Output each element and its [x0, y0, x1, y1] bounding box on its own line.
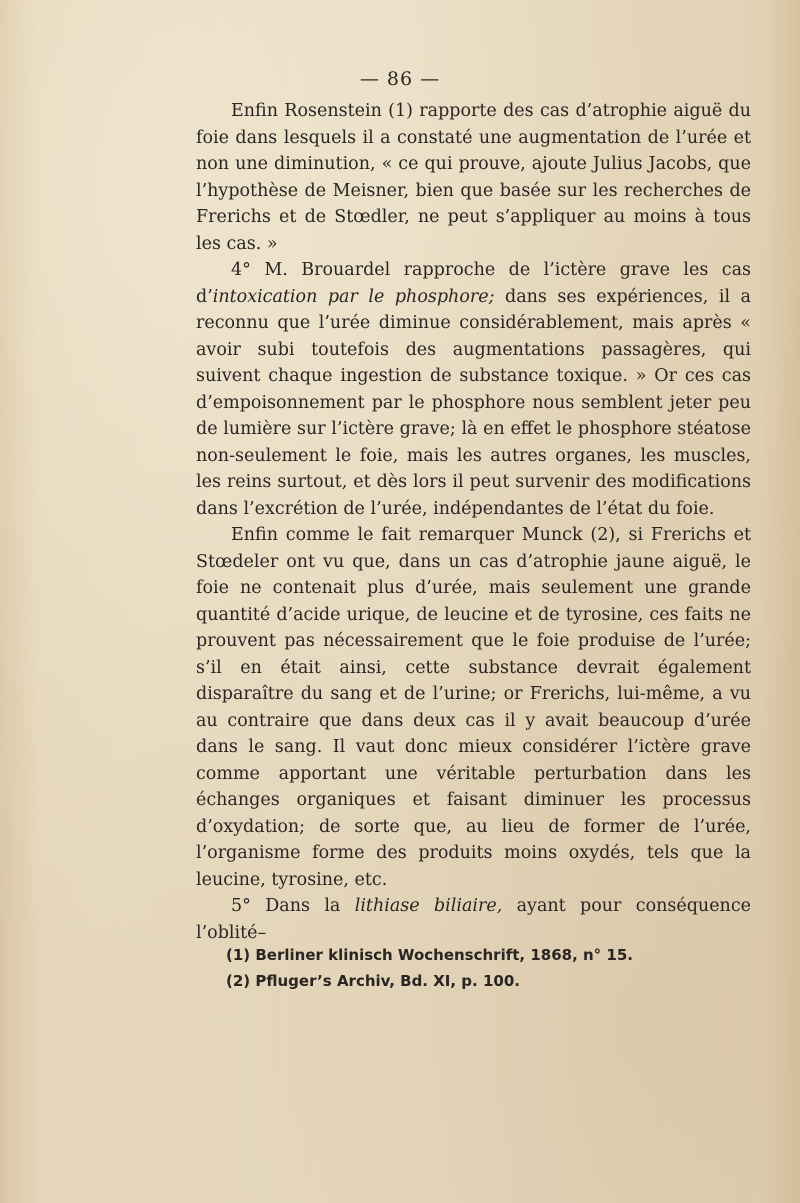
paragraph-text: 4° M. Brouardel rapproche de l’ictère grave les cas d’	[196, 260, 751, 307]
paragraph-munck	[196, 522, 751, 893]
footnote-2: (2) Pfluger’s Archiv, Bd. XI, p. 100.	[226, 972, 520, 990]
paragraph-text: ayant pour conséquence l’oblité–	[196, 896, 751, 943]
paragraph-lithiase	[196, 893, 751, 946]
paragraph-brouardel	[196, 257, 751, 522]
paragraph-text: 5° Dans la	[231, 896, 355, 916]
italic-term: intoxication par le phosphore;	[212, 286, 495, 307]
page-number: — 86 —	[359, 68, 441, 90]
paragraph-rosenstein	[196, 98, 751, 257]
footnotes	[226, 942, 746, 994]
paragraph-text: Enfin Rosenstein (1) rapporte des cas d’atrophie aiguë du foie dans lesquels il a constaté une augmentation de l’urée et non une diminution, « ce qui prouve, ajoute Julius Jacobs, que l’hypothèse de Meisner, bien que basée sur les recherches de Frerichs et de Stœdler, ne peut s’appliquer au moins à tous les cas. »	[196, 101, 751, 254]
italic-term: lithiase biliaire,	[354, 896, 503, 916]
body-text	[196, 98, 751, 946]
footnote-1: (1) Berliner klinisch Wochenschrift, 1868, n° 15.	[226, 946, 633, 964]
paragraph-text: Enfin comme le fait remarquer Munck (2), si Frerichs et Stœdeler ont vu que, dans un cas d’atrophie jaune aiguë, le foie ne contenait plus d’urée, mais seulement une grande quantité d’acide urique, de leucine et de tyrosine, ces faits ne prouvent pas nécessairement que le foie produise de l’urée; s’il en était ainsi, cette substance devrait également disparaître du sang et de l’urine; or Frerichs, lui-même, a vu au contraire que dans deux cas il y avait beaucoup d’urée dans le sang. Il vaut donc mieux considérer l’ictère grave comme apportant une véritable perturbation dans les échanges organiques et faisant diminuer les processus d’oxydation; de sorte que, au lieu de former de l’urée, l’organisme forme des produits moins oxydés, tels que la leucine, tyrosine, etc.	[196, 525, 751, 890]
paragraph-text: dans ses expériences, il a reconnu que l’urée diminue considérablement, mais après « avoir subi toutefois des augmentations passagères, qui suivent chaque ingestion de substance toxique. » Or ces cas d’empoisonnement par le phosphore nous semblent jeter peu de lumière sur l’ictère grave; là en effet le phosphore stéatose non-seulement le foie, mais les autres organes, les muscles, les reins surtout, et dès lors il peut survenir des modifications dans l’excrétion de l’urée, indépendantes de l’état du foie.	[196, 286, 751, 519]
